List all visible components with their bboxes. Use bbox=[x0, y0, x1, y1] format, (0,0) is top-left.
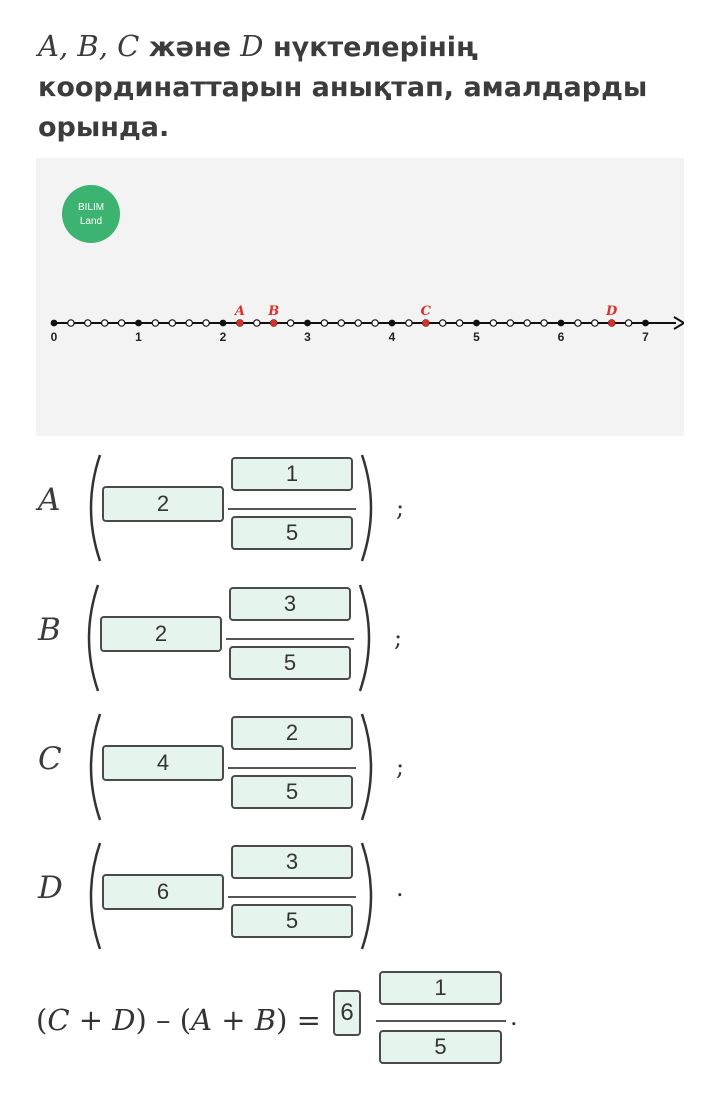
fraction-bar bbox=[226, 638, 354, 640]
minor-tick-dot bbox=[152, 320, 158, 326]
numerator-input[interactable]: 2 bbox=[231, 716, 353, 750]
major-tick-dot bbox=[558, 320, 565, 327]
expr-numerator-input[interactable]: 1 bbox=[379, 971, 502, 1005]
minor-tick-dot bbox=[85, 320, 91, 326]
point-b-dot bbox=[270, 320, 277, 327]
logo-text-line2: Land bbox=[79, 216, 103, 227]
major-tick-dot bbox=[304, 320, 311, 327]
number-line bbox=[51, 304, 684, 344]
expression: (C + D) – (A + B) = bbox=[36, 1003, 321, 1037]
minor-tick-dot bbox=[625, 320, 631, 326]
answer-row-c bbox=[0, 711, 720, 821]
logo-text-line1: BILIM bbox=[77, 202, 105, 213]
tick-label: 1 bbox=[135, 330, 142, 344]
left-paren bbox=[80, 711, 104, 823]
point-c-label: C bbox=[420, 304, 431, 319]
expr-fraction-bar bbox=[376, 1020, 506, 1022]
point-a-label: A bbox=[234, 304, 245, 319]
title-math-points: A, B, C bbox=[38, 29, 140, 63]
numerator-input[interactable]: 3 bbox=[229, 587, 351, 621]
major-tick-dot bbox=[642, 320, 649, 327]
major-tick-dot bbox=[220, 320, 227, 327]
separator: ; bbox=[396, 494, 405, 522]
major-tick-dot bbox=[473, 320, 480, 327]
tick-label: 4 bbox=[388, 330, 396, 344]
minor-tick-dot bbox=[203, 320, 209, 326]
bilimland-logo bbox=[62, 185, 120, 243]
point-label: B bbox=[38, 612, 61, 648]
minor-tick-dot bbox=[321, 320, 327, 326]
tick-label: 3 bbox=[304, 330, 311, 344]
right-paren bbox=[358, 840, 382, 952]
expr-end: . bbox=[510, 1003, 518, 1031]
right-paren bbox=[358, 452, 382, 564]
title-text-and: және bbox=[139, 32, 241, 63]
title-math-d: D bbox=[240, 29, 264, 63]
expr-whole-input[interactable]: 6 bbox=[333, 990, 361, 1036]
fraction-bar bbox=[228, 508, 356, 510]
number-line-svg bbox=[36, 158, 684, 436]
answer-row-a bbox=[0, 452, 720, 562]
minor-tick-dot bbox=[186, 320, 192, 326]
separator: ; bbox=[396, 753, 405, 781]
minor-tick-dot bbox=[102, 320, 108, 326]
tick-label: 7 bbox=[642, 330, 649, 344]
minor-tick-dot bbox=[169, 320, 175, 326]
minor-tick-dot bbox=[575, 320, 581, 326]
point-label: A bbox=[38, 482, 61, 518]
right-paren bbox=[356, 582, 380, 694]
major-tick-dot bbox=[389, 320, 396, 327]
point-a-dot bbox=[237, 320, 244, 327]
numerator-input[interactable]: 1 bbox=[231, 457, 353, 491]
separator: . bbox=[396, 874, 404, 902]
number-line-figure bbox=[36, 158, 684, 436]
whole-input[interactable]: 6 bbox=[102, 874, 224, 910]
tick-label: 5 bbox=[473, 330, 480, 344]
numerator-input[interactable]: 3 bbox=[231, 845, 353, 879]
minor-tick-dot bbox=[68, 320, 74, 326]
expr-denominator-input[interactable]: 5 bbox=[379, 1030, 502, 1064]
expr-cd: C + D bbox=[47, 1003, 136, 1037]
minor-tick-dot bbox=[372, 320, 378, 326]
answer-row-d bbox=[0, 840, 720, 950]
logo-circle bbox=[62, 185, 120, 243]
point-b-label: B bbox=[268, 304, 280, 319]
minor-tick-dot bbox=[338, 320, 344, 326]
tick-label: 2 bbox=[219, 330, 227, 344]
denominator-input[interactable]: 5 bbox=[231, 516, 353, 550]
expr-ab: A + B bbox=[191, 1003, 277, 1037]
tick-label: 0 bbox=[50, 330, 58, 344]
tick-label: 6 bbox=[557, 330, 565, 344]
denominator-input[interactable]: 5 bbox=[231, 775, 353, 809]
minor-tick-dot bbox=[490, 320, 496, 326]
point-label: C bbox=[38, 741, 62, 777]
minor-tick-dot bbox=[254, 320, 260, 326]
right-paren bbox=[358, 711, 382, 823]
minor-tick-dot bbox=[592, 320, 598, 326]
left-paren bbox=[80, 840, 104, 952]
minor-tick-dot bbox=[456, 320, 462, 326]
minor-tick-dot bbox=[406, 320, 412, 326]
left-paren bbox=[78, 582, 102, 694]
minor-tick-dot bbox=[287, 320, 293, 326]
whole-input[interactable]: 2 bbox=[102, 486, 224, 522]
denominator-input[interactable]: 5 bbox=[231, 904, 353, 938]
left-paren bbox=[80, 452, 104, 564]
expr-minus: – bbox=[146, 1003, 180, 1037]
minor-tick-dot bbox=[440, 320, 446, 326]
minor-tick-dot bbox=[541, 320, 547, 326]
whole-input[interactable]: 2 bbox=[100, 616, 222, 652]
minor-tick-dot bbox=[355, 320, 361, 326]
minor-tick-dot bbox=[524, 320, 530, 326]
minor-tick-dot bbox=[118, 320, 124, 326]
point-d-dot bbox=[608, 320, 615, 327]
point-c-dot bbox=[422, 320, 429, 327]
separator: ; bbox=[394, 624, 403, 652]
point-d-label: D bbox=[606, 304, 618, 319]
answer-row-b bbox=[0, 582, 720, 692]
whole-input[interactable]: 4 bbox=[102, 745, 224, 781]
fraction-bar bbox=[228, 767, 356, 769]
major-tick-dot bbox=[51, 320, 58, 327]
major-tick-dot bbox=[135, 320, 142, 327]
point-label: D bbox=[38, 870, 63, 906]
denominator-input[interactable]: 5 bbox=[229, 646, 351, 680]
title-text-task: нүктелерінің координаттарын анықтап, амалдарды орында. bbox=[38, 32, 648, 143]
fraction-bar bbox=[228, 896, 356, 898]
question-title bbox=[38, 26, 698, 148]
minor-tick-dot bbox=[507, 320, 513, 326]
expr-equals: = bbox=[287, 1003, 321, 1037]
